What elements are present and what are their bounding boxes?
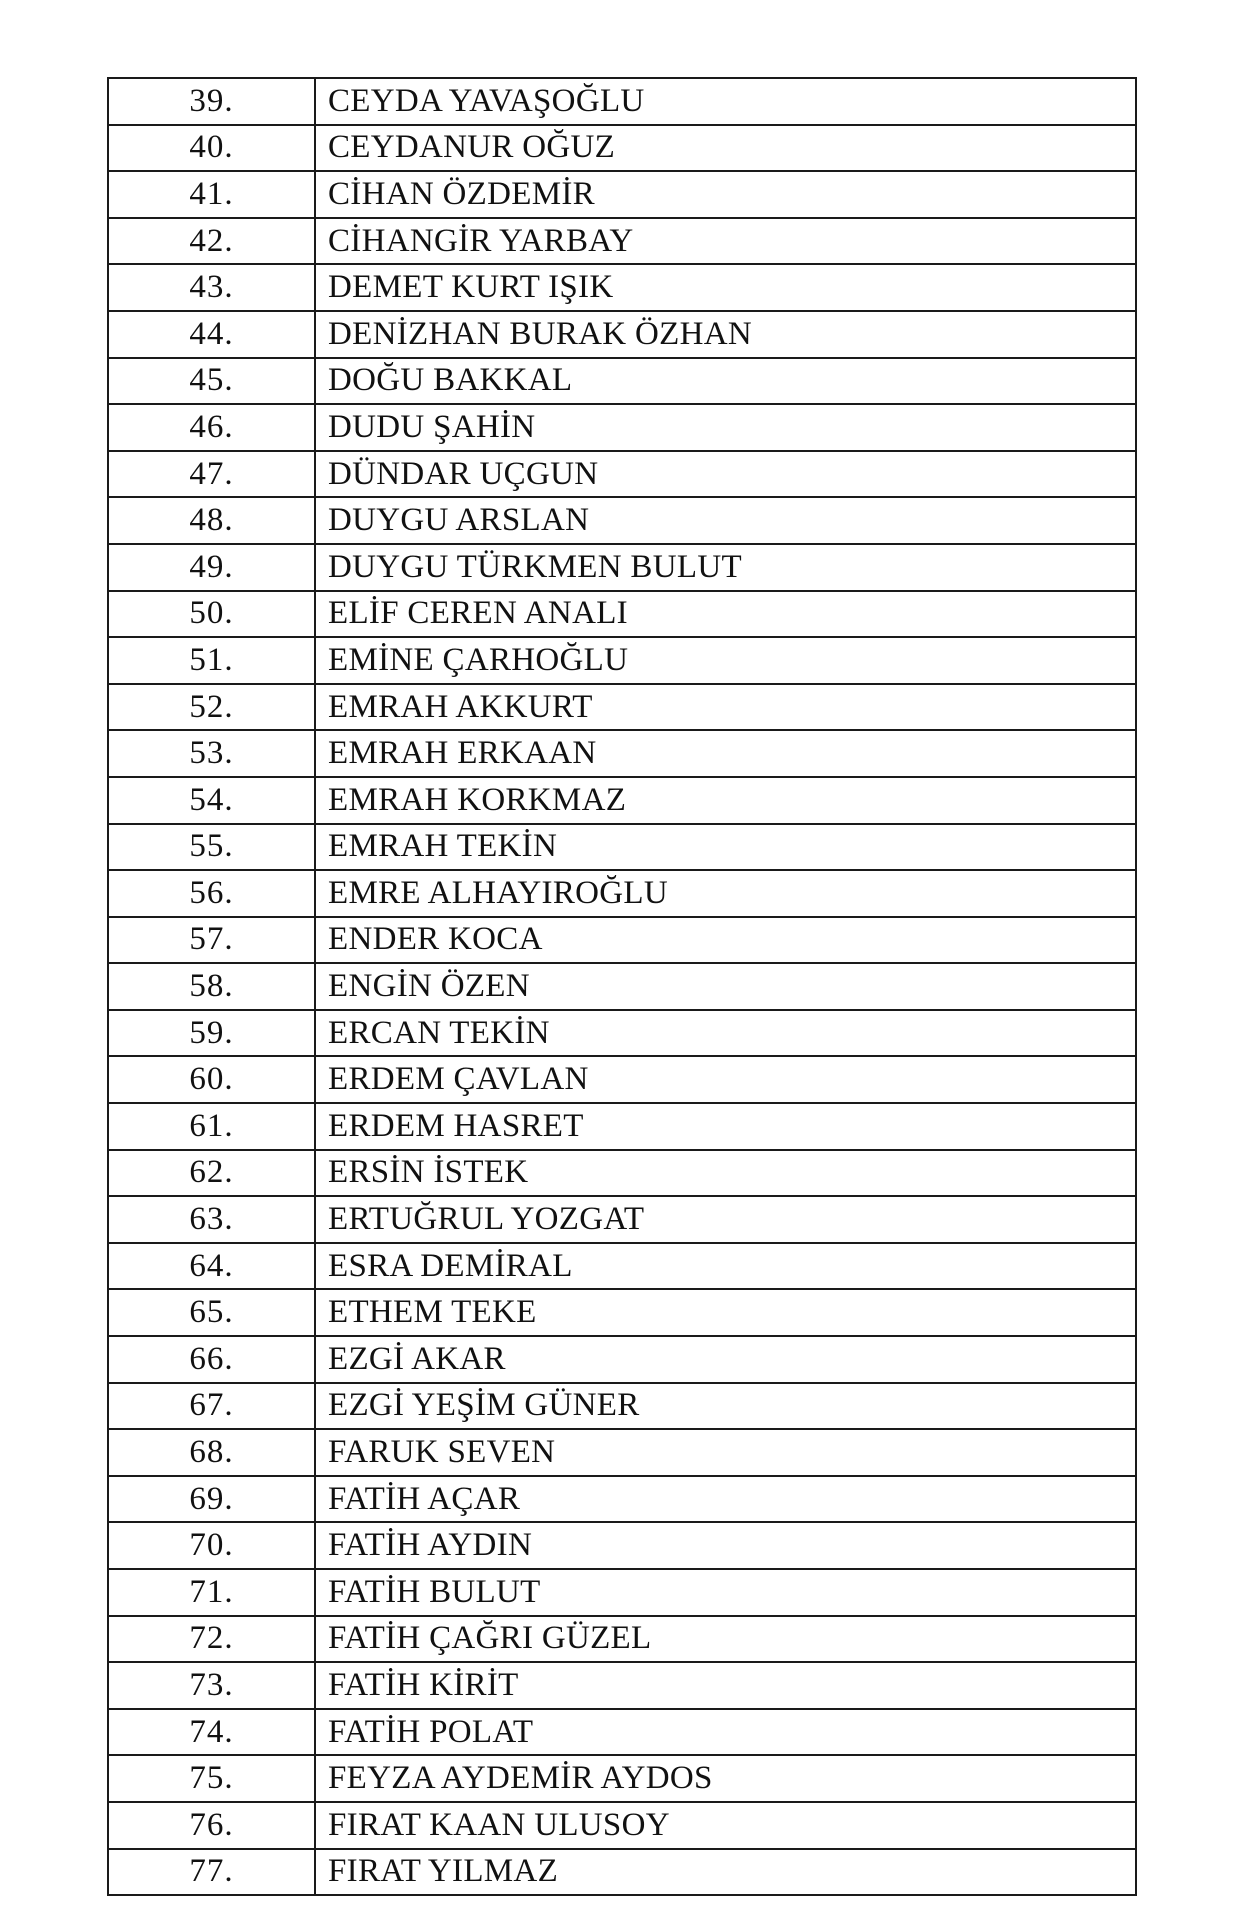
table-row — [108, 917, 1136, 964]
person-name: ERSİN İSTEK — [315, 1150, 1136, 1197]
person-name: FIRAT KAAN ULUSOY — [315, 1802, 1136, 1849]
row-number: 53. — [108, 730, 315, 777]
row-number: 47. — [108, 451, 315, 498]
row-number: 76. — [108, 1802, 315, 1849]
row-number: 63. — [108, 1196, 315, 1243]
row-number: 67. — [108, 1383, 315, 1430]
table-row — [108, 1709, 1136, 1756]
name-list-table — [107, 77, 1137, 1896]
person-name: FIRAT YILMAZ — [315, 1849, 1136, 1896]
table-row — [108, 1616, 1136, 1663]
table-row — [108, 218, 1136, 265]
table-row — [108, 824, 1136, 871]
table-row — [108, 1056, 1136, 1103]
row-number: 48. — [108, 497, 315, 544]
table-row — [108, 78, 1136, 125]
person-name: ERDEM HASRET — [315, 1103, 1136, 1150]
person-name: EMRE ALHAYIROĞLU — [315, 870, 1136, 917]
table-row — [108, 264, 1136, 311]
row-number: 49. — [108, 544, 315, 591]
table-row — [108, 1755, 1136, 1802]
table-row — [108, 1289, 1136, 1336]
row-number: 72. — [108, 1616, 315, 1663]
person-name: CİHAN ÖZDEMİR — [315, 171, 1136, 218]
table-row — [108, 451, 1136, 498]
row-number: 69. — [108, 1476, 315, 1523]
person-name: DEMET KURT IŞIK — [315, 264, 1136, 311]
row-number: 60. — [108, 1056, 315, 1103]
person-name: ERCAN TEKİN — [315, 1010, 1136, 1057]
row-number: 73. — [108, 1662, 315, 1709]
table-row — [108, 1383, 1136, 1430]
table-row — [108, 125, 1136, 172]
row-number: 52. — [108, 684, 315, 731]
table-row — [108, 637, 1136, 684]
table-row — [108, 730, 1136, 777]
row-number: 65. — [108, 1289, 315, 1336]
person-name: EMRAH KORKMAZ — [315, 777, 1136, 824]
person-name: ETHEM TEKE — [315, 1289, 1136, 1336]
table-row — [108, 171, 1136, 218]
table-row — [108, 684, 1136, 731]
table-row — [108, 1429, 1136, 1476]
row-number: 39. — [108, 78, 315, 125]
table-row — [108, 497, 1136, 544]
person-name: FATİH AÇAR — [315, 1476, 1136, 1523]
table-row — [108, 1662, 1136, 1709]
row-number: 70. — [108, 1522, 315, 1569]
row-number: 51. — [108, 637, 315, 684]
person-name: EZGİ YEŞİM GÜNER — [315, 1383, 1136, 1430]
table-row — [108, 591, 1136, 638]
row-number: 56. — [108, 870, 315, 917]
table-row — [108, 358, 1136, 405]
table-row — [108, 544, 1136, 591]
row-number: 45. — [108, 358, 315, 405]
table-row — [108, 777, 1136, 824]
name-list-body — [108, 78, 1136, 1895]
table-row — [108, 1802, 1136, 1849]
table-row — [108, 1103, 1136, 1150]
person-name: FATİH KİRİT — [315, 1662, 1136, 1709]
row-number: 74. — [108, 1709, 315, 1756]
person-name: EMRAH ERKAAN — [315, 730, 1136, 777]
person-name: CEYDA YAVAŞOĞLU — [315, 78, 1136, 125]
table-row — [108, 1150, 1136, 1197]
table-row — [108, 1849, 1136, 1896]
row-number: 42. — [108, 218, 315, 265]
person-name: ENGİN ÖZEN — [315, 963, 1136, 1010]
row-number: 58. — [108, 963, 315, 1010]
person-name: EMRAH TEKİN — [315, 824, 1136, 871]
person-name: FATİH BULUT — [315, 1569, 1136, 1616]
person-name: DENİZHAN BURAK ÖZHAN — [315, 311, 1136, 358]
row-number: 44. — [108, 311, 315, 358]
row-number: 75. — [108, 1755, 315, 1802]
table-row — [108, 1569, 1136, 1616]
row-number: 55. — [108, 824, 315, 871]
table-row — [108, 311, 1136, 358]
table-row — [108, 870, 1136, 917]
person-name: EMİNE ÇARHOĞLU — [315, 637, 1136, 684]
table-row — [108, 1243, 1136, 1290]
row-number: 41. — [108, 171, 315, 218]
person-name: EZGİ AKAR — [315, 1336, 1136, 1383]
person-name: FARUK SEVEN — [315, 1429, 1136, 1476]
person-name: EMRAH AKKURT — [315, 684, 1136, 731]
row-number: 59. — [108, 1010, 315, 1057]
table-row — [108, 404, 1136, 451]
table-row — [108, 963, 1136, 1010]
person-name: DUYGU ARSLAN — [315, 497, 1136, 544]
person-name: CEYDANUR OĞUZ — [315, 125, 1136, 172]
table-row — [108, 1196, 1136, 1243]
person-name: FATİH AYDIN — [315, 1522, 1136, 1569]
table-row — [108, 1522, 1136, 1569]
row-number: 43. — [108, 264, 315, 311]
row-number: 77. — [108, 1849, 315, 1896]
row-number: 57. — [108, 917, 315, 964]
row-number: 71. — [108, 1569, 315, 1616]
person-name: FATİH ÇAĞRI GÜZEL — [315, 1616, 1136, 1663]
person-name: DÜNDAR UÇGUN — [315, 451, 1136, 498]
person-name: FEYZA AYDEMİR AYDOS — [315, 1755, 1136, 1802]
row-number: 68. — [108, 1429, 315, 1476]
row-number: 54. — [108, 777, 315, 824]
row-number: 46. — [108, 404, 315, 451]
row-number: 61. — [108, 1103, 315, 1150]
person-name: DUDU ŞAHİN — [315, 404, 1136, 451]
person-name: ENDER KOCA — [315, 917, 1136, 964]
person-name: ESRA DEMİRAL — [315, 1243, 1136, 1290]
person-name: FATİH POLAT — [315, 1709, 1136, 1756]
row-number: 66. — [108, 1336, 315, 1383]
person-name: DUYGU TÜRKMEN BULUT — [315, 544, 1136, 591]
person-name: ERDEM ÇAVLAN — [315, 1056, 1136, 1103]
person-name: ELİF CEREN ANALI — [315, 591, 1136, 638]
person-name: CİHANGİR YARBAY — [315, 218, 1136, 265]
person-name: DOĞU BAKKAL — [315, 358, 1136, 405]
row-number: 64. — [108, 1243, 315, 1290]
person-name: ERTUĞRUL YOZGAT — [315, 1196, 1136, 1243]
table-row — [108, 1476, 1136, 1523]
row-number: 62. — [108, 1150, 315, 1197]
table-row — [108, 1336, 1136, 1383]
table-row — [108, 1010, 1136, 1057]
row-number: 40. — [108, 125, 315, 172]
row-number: 50. — [108, 591, 315, 638]
